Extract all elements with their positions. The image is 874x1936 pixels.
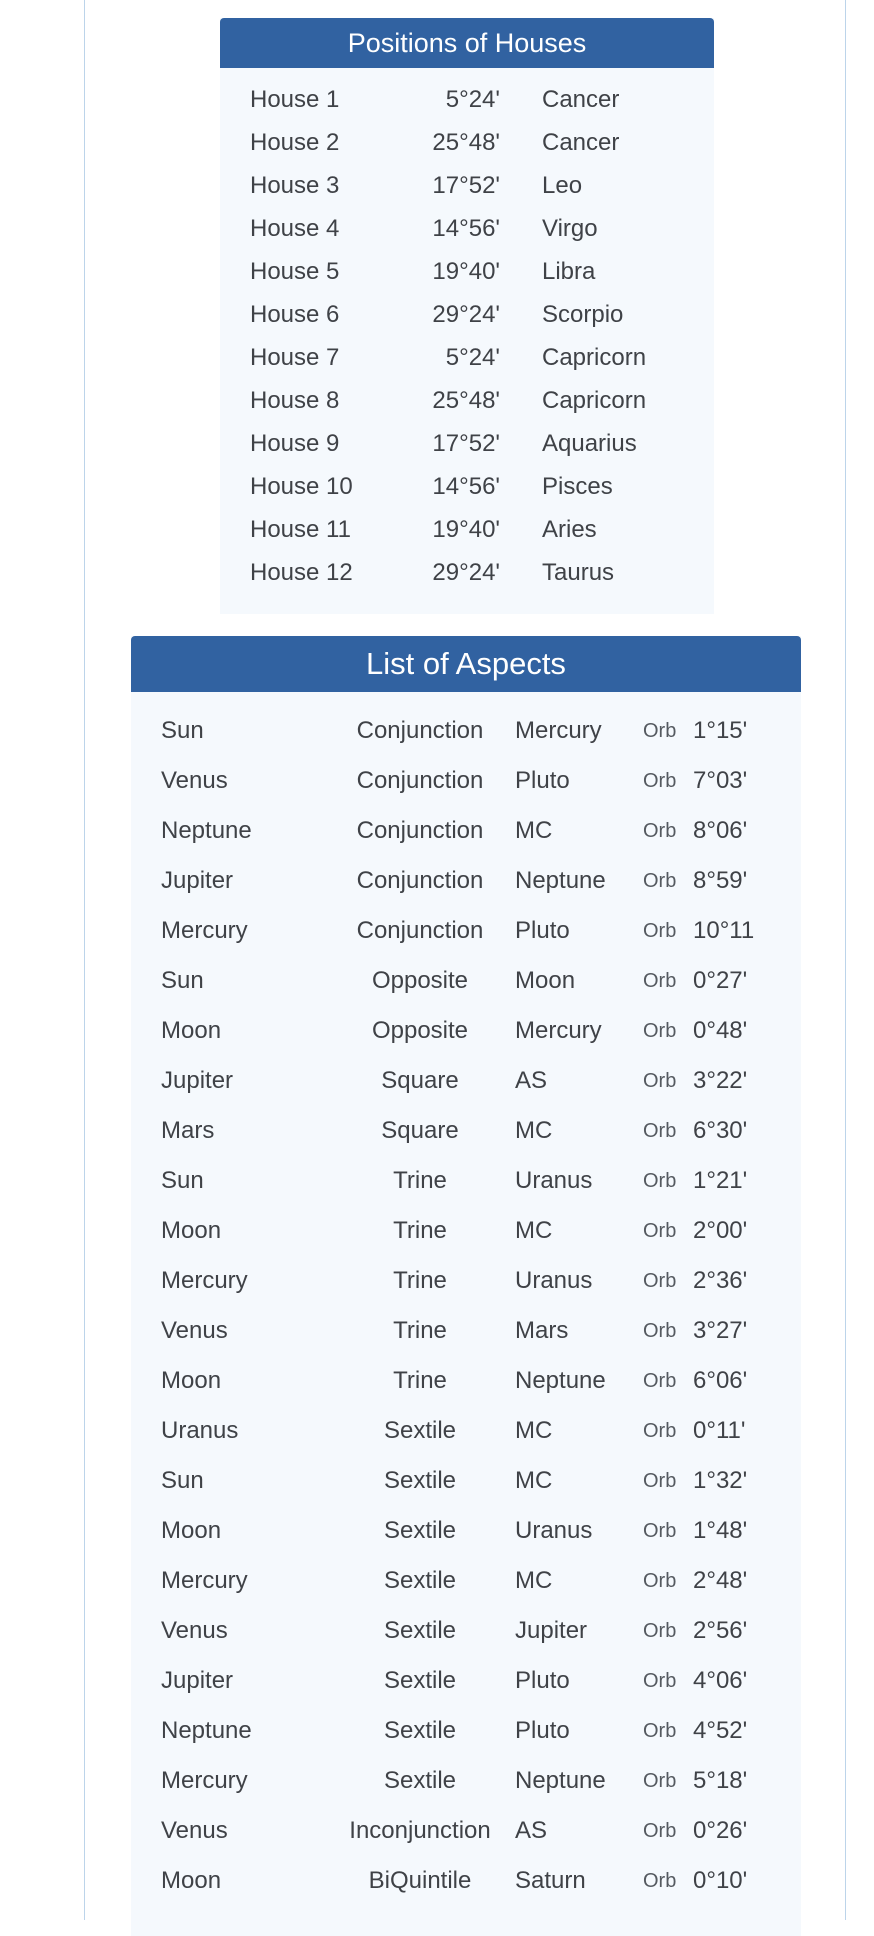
house-row xyxy=(220,250,714,293)
house-name: House 8 xyxy=(250,387,340,414)
orb-value: 3°22' xyxy=(693,1067,748,1094)
aspect-planet-2: Pluto xyxy=(515,1717,570,1744)
orb-label: Orb xyxy=(643,1520,677,1542)
house-name: House 9 xyxy=(250,430,340,457)
house-name: House 6 xyxy=(250,301,340,328)
aspect-row xyxy=(131,1556,801,1606)
house-name: House 5 xyxy=(250,258,340,285)
aspect-row xyxy=(131,1006,801,1056)
house-row xyxy=(220,551,714,594)
aspect-planet-2: AS xyxy=(515,1067,548,1094)
orb-label: Orb xyxy=(643,970,677,992)
orb-value: 8°59' xyxy=(693,867,748,894)
house-sign: Scorpio xyxy=(542,301,624,328)
house-degree: 5°24' xyxy=(445,344,500,371)
house-sign: Pisces xyxy=(542,473,613,500)
orb-value: 3°27' xyxy=(693,1317,748,1344)
aspect-row xyxy=(131,756,801,806)
aspect-planet-2: MC xyxy=(515,1417,553,1444)
aspect-type: Sextile xyxy=(383,1517,457,1544)
house-name: House 2 xyxy=(250,129,340,156)
house-row xyxy=(220,422,714,465)
house-name: House 12 xyxy=(250,559,353,586)
aspect-type: Square xyxy=(381,1117,459,1144)
house-degree: 29°24' xyxy=(432,559,500,586)
aspect-type: Sextile xyxy=(383,1567,457,1594)
aspect-type: Inconjunction xyxy=(349,1817,491,1844)
aspect-planet-2: Uranus xyxy=(515,1517,593,1544)
aspect-row xyxy=(131,1606,801,1656)
aspect-type: Sextile xyxy=(383,1667,457,1694)
aspect-planet-2: MC xyxy=(515,1567,553,1594)
aspect-row xyxy=(131,1756,801,1806)
orb-value: 0°10' xyxy=(693,1867,748,1894)
house-name: House 1 xyxy=(250,86,340,113)
houses-panel-title: Positions of Houses xyxy=(220,18,714,68)
orb-label: Orb xyxy=(643,1720,677,1742)
aspect-row xyxy=(131,1056,801,1106)
orb-value: 1°32' xyxy=(693,1467,748,1494)
orb-value: 0°11' xyxy=(693,1417,746,1444)
aspect-row xyxy=(131,1656,801,1706)
orb-label: Orb xyxy=(643,1420,677,1442)
orb-label: Orb xyxy=(643,870,677,892)
house-degree: 25°48' xyxy=(432,387,500,414)
house-degree: 19°40' xyxy=(432,258,500,285)
orb-value: 2°48' xyxy=(693,1567,748,1594)
aspect-planet-2: MC xyxy=(515,1117,553,1144)
aspect-planet-1: Jupiter xyxy=(161,867,234,894)
aspect-type: Trine xyxy=(393,1167,447,1194)
aspect-planet-1: Sun xyxy=(161,717,204,744)
house-row xyxy=(220,293,714,336)
aspect-planet-1: Mercury xyxy=(161,1267,248,1294)
house-name: House 7 xyxy=(250,344,340,371)
aspect-planet-2: MC xyxy=(515,817,553,844)
aspect-planet-2: Neptune xyxy=(515,1367,606,1394)
aspect-type: Opposite xyxy=(371,1017,469,1044)
aspect-planet-1: Moon xyxy=(161,1867,222,1894)
orb-label: Orb xyxy=(643,1120,677,1142)
aspect-row xyxy=(131,956,801,1006)
house-degree: 19°40' xyxy=(432,516,500,543)
aspect-planet-1: Uranus xyxy=(161,1417,239,1444)
orb-value: 2°00' xyxy=(693,1217,748,1244)
aspect-type: Square xyxy=(381,1067,459,1094)
aspect-type: Conjunction xyxy=(356,767,484,794)
aspect-planet-2: Uranus xyxy=(515,1267,593,1294)
aspect-planet-2: MC xyxy=(515,1467,553,1494)
aspect-planet-2: Uranus xyxy=(515,1167,593,1194)
house-row xyxy=(220,465,714,508)
house-sign: Aquarius xyxy=(542,430,637,457)
orb-value: 0°48' xyxy=(693,1017,748,1044)
aspect-planet-1: Mercury xyxy=(161,1767,248,1794)
house-sign: Cancer xyxy=(542,86,620,113)
aspect-type: Trine xyxy=(393,1267,447,1294)
aspect-row xyxy=(131,1206,801,1256)
aspect-row xyxy=(131,1806,801,1856)
orb-label: Orb xyxy=(643,920,677,942)
aspect-planet-1: Venus xyxy=(161,1317,228,1344)
aspect-row xyxy=(131,1456,801,1506)
house-row xyxy=(220,78,714,121)
aspect-row xyxy=(131,1306,801,1356)
aspect-planet-2: Jupiter xyxy=(515,1617,588,1644)
house-sign: Capricorn xyxy=(542,387,647,414)
orb-label: Orb xyxy=(643,1570,677,1592)
orb-value: 10°11 xyxy=(693,917,755,944)
aspect-row xyxy=(131,1256,801,1306)
orb-value: 1°48' xyxy=(693,1517,748,1544)
aspect-row xyxy=(131,706,801,756)
orb-label: Orb xyxy=(643,1770,677,1792)
orb-label: Orb xyxy=(643,1370,677,1392)
orb-value: 0°27' xyxy=(693,967,748,994)
aspect-row xyxy=(131,1406,801,1456)
orb-label: Orb xyxy=(643,1070,677,1092)
aspect-planet-2: Pluto xyxy=(515,917,570,944)
aspect-type: Sextile xyxy=(383,1467,457,1494)
aspect-type: Sextile xyxy=(383,1717,457,1744)
aspect-planet-2: Pluto xyxy=(515,1667,570,1694)
orb-value: 2°36' xyxy=(693,1267,748,1294)
aspect-planet-1: Moon xyxy=(161,1017,222,1044)
aspect-planet-1: Neptune xyxy=(161,1717,252,1744)
house-sign: Aries xyxy=(542,516,597,543)
house-degree: 29°24' xyxy=(432,301,500,328)
aspect-planet-1: Jupiter xyxy=(161,1067,234,1094)
aspect-row xyxy=(131,1506,801,1556)
orb-value: 4°06' xyxy=(693,1667,748,1694)
house-sign: Virgo xyxy=(542,215,598,242)
orb-label: Orb xyxy=(643,1170,677,1192)
aspect-type: Trine xyxy=(393,1317,447,1344)
orb-value: 6°30' xyxy=(693,1117,748,1144)
house-sign: Taurus xyxy=(542,559,615,586)
aspect-planet-1: Venus xyxy=(161,1617,228,1644)
orb-label: Orb xyxy=(643,770,677,792)
aspect-planet-1: Venus xyxy=(161,767,228,794)
aspect-planet-2: Neptune xyxy=(515,867,606,894)
house-row xyxy=(220,121,714,164)
aspect-planet-1: Sun xyxy=(161,1467,204,1494)
house-row xyxy=(220,164,714,207)
orb-label: Orb xyxy=(643,1820,677,1842)
house-sign: Capricorn xyxy=(542,344,647,371)
orb-value: 0°26' xyxy=(693,1817,748,1844)
orb-label: Orb xyxy=(643,1870,677,1892)
orb-value: 7°03' xyxy=(693,767,748,794)
orb-label: Orb xyxy=(643,1620,677,1642)
aspect-type: Sextile xyxy=(383,1767,457,1794)
houses-table xyxy=(220,78,714,594)
orb-value: 1°15' xyxy=(693,717,748,744)
house-degree: 17°52' xyxy=(432,430,500,457)
aspect-planet-2: MC xyxy=(515,1217,553,1244)
aspect-type: Sextile xyxy=(383,1417,457,1444)
house-sign: Cancer xyxy=(542,129,620,156)
orb-value: 6°06' xyxy=(693,1367,748,1394)
orb-value: 5°18' xyxy=(693,1767,748,1794)
aspect-row xyxy=(131,806,801,856)
house-name: House 10 xyxy=(250,473,353,500)
house-row xyxy=(220,207,714,250)
aspect-type: Conjunction xyxy=(356,867,484,894)
house-name: House 11 xyxy=(250,516,351,543)
aspect-planet-2: AS xyxy=(515,1817,548,1844)
aspect-planet-1: Moon xyxy=(161,1517,222,1544)
aspect-row xyxy=(131,856,801,906)
aspect-planet-1: Sun xyxy=(161,1167,204,1194)
house-row xyxy=(220,379,714,422)
orb-label: Orb xyxy=(643,1670,677,1692)
orb-value: 8°06' xyxy=(693,817,748,844)
aspect-planet-2: Mars xyxy=(515,1317,569,1344)
orb-value: 1°21' xyxy=(693,1167,748,1194)
orb-label: Orb xyxy=(643,1270,677,1292)
aspect-type: Conjunction xyxy=(356,717,484,744)
aspect-type: Trine xyxy=(393,1367,447,1394)
aspect-planet-2: Neptune xyxy=(515,1767,606,1794)
aspect-planet-2: Pluto xyxy=(515,767,570,794)
orb-value: 2°56' xyxy=(693,1617,748,1644)
house-degree: 17°52' xyxy=(432,172,500,199)
aspect-planet-2: Mercury xyxy=(515,1017,602,1044)
aspect-planet-2: Mercury xyxy=(515,717,602,744)
aspect-planet-1: Sun xyxy=(161,967,204,994)
aspects-table xyxy=(131,706,801,1906)
aspects-panel-title: List of Aspects xyxy=(131,636,801,692)
aspect-planet-1: Neptune xyxy=(161,817,252,844)
aspects-panel xyxy=(131,636,801,1936)
house-sign: Libra xyxy=(542,258,596,285)
aspect-row xyxy=(131,1356,801,1406)
aspect-type: Conjunction xyxy=(356,917,484,944)
orb-label: Orb xyxy=(643,820,677,842)
aspect-row xyxy=(131,1106,801,1156)
house-name: House 3 xyxy=(250,172,340,199)
orb-value: 4°52' xyxy=(693,1717,748,1744)
orb-label: Orb xyxy=(643,1220,677,1242)
aspect-row xyxy=(131,1156,801,1206)
house-degree: 25°48' xyxy=(432,129,500,156)
house-row xyxy=(220,508,714,551)
houses-panel xyxy=(220,18,714,614)
aspect-row xyxy=(131,1706,801,1756)
aspect-planet-2: Saturn xyxy=(515,1867,586,1894)
aspect-type: Opposite xyxy=(371,967,469,994)
aspect-planet-1: Mercury xyxy=(161,917,248,944)
orb-label: Orb xyxy=(643,1320,677,1342)
aspect-row xyxy=(131,1856,801,1906)
house-sign: Leo xyxy=(542,172,583,199)
house-name: House 4 xyxy=(250,215,340,242)
aspect-planet-1: Venus xyxy=(161,1817,228,1844)
orb-label: Orb xyxy=(643,1020,677,1042)
aspect-planet-1: Jupiter xyxy=(161,1667,234,1694)
aspect-row xyxy=(131,906,801,956)
orb-label: Orb xyxy=(643,1470,677,1492)
aspect-type: BiQuintile xyxy=(368,1867,472,1894)
aspect-type: Trine xyxy=(393,1217,447,1244)
house-degree: 14°56' xyxy=(432,473,500,500)
aspect-planet-2: Moon xyxy=(515,967,576,994)
aspect-type: Sextile xyxy=(383,1617,457,1644)
orb-label: Orb xyxy=(643,720,677,742)
house-degree: 14°56' xyxy=(432,215,500,242)
aspect-planet-1: Moon xyxy=(161,1367,222,1394)
aspect-type: Conjunction xyxy=(356,817,484,844)
aspect-planet-1: Mercury xyxy=(161,1567,248,1594)
house-degree: 5°24' xyxy=(445,86,500,113)
house-row xyxy=(220,336,714,379)
aspect-planet-1: Moon xyxy=(161,1217,222,1244)
aspect-planet-1: Mars xyxy=(161,1117,215,1144)
